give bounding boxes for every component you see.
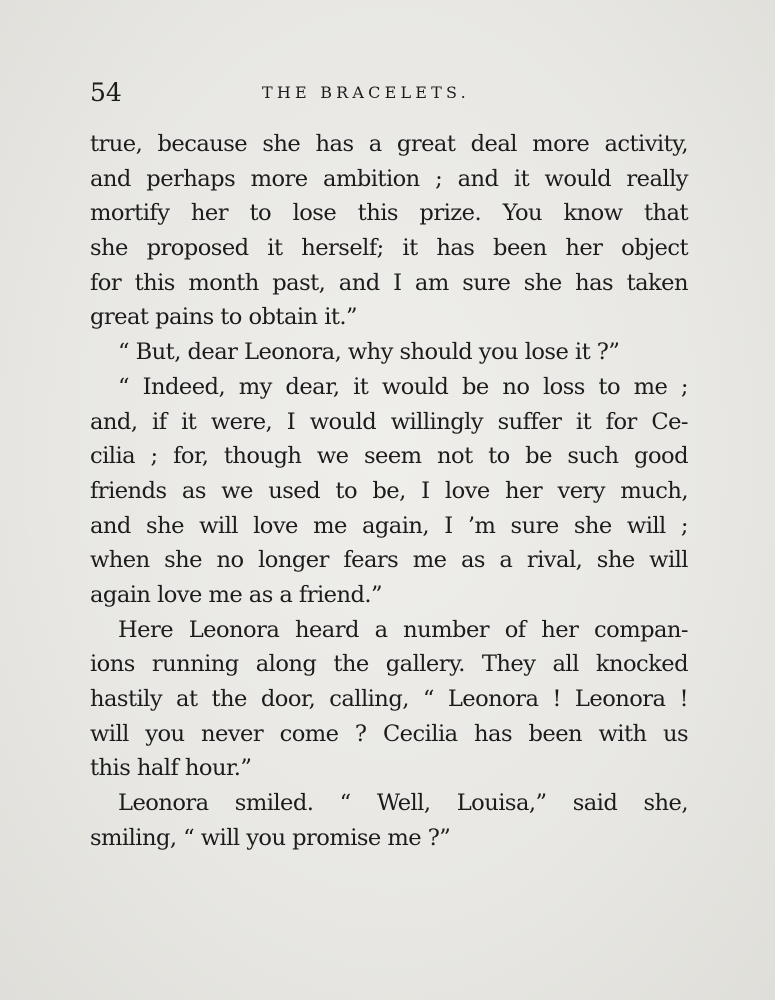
text-line: and, if it were, I would willingly suffer it for Ce- xyxy=(90,408,688,435)
text-line: for this month past, and I am sure she has taken xyxy=(90,269,688,296)
page-number: 54 xyxy=(90,78,122,107)
text-line: and perhaps more ambition ; and it would really xyxy=(90,165,688,192)
text-line: Leonora smiled. “ Well, Louisa,” said she, xyxy=(118,790,688,817)
body-text xyxy=(90,127,688,855)
text-line: ions running along the gallery. They all knocked xyxy=(90,651,688,678)
text-line: mortify her to lose this prize. You know that xyxy=(90,200,688,227)
text-line: cilia ; for, though we seem not to be such good xyxy=(90,443,688,470)
text-line: hastily at the door, calling, “ Leonora ! Leonora ! xyxy=(90,686,688,712)
text-line: great pains to obtain it.” xyxy=(90,304,358,331)
text-line: true, because she has a great deal more activity, xyxy=(90,131,688,157)
text-line: this half hour.” xyxy=(90,755,252,782)
text-line: she proposed it herself; it has been her object xyxy=(90,235,688,262)
text-line: “ Indeed, my dear, it would be no loss to me ; xyxy=(118,373,688,400)
text-line: smiling, “ will you promise me ?” xyxy=(90,824,451,851)
text-line: and she will love me again, I ’m sure she will ; xyxy=(90,512,688,539)
text-line: friends as we used to be, I love her very much, xyxy=(90,477,688,504)
text-line: will you never come ? Cecilia has been with us xyxy=(90,720,688,747)
text-line: again love me as a friend.” xyxy=(90,581,383,608)
text-line: when she no longer fears me as a rival, she will xyxy=(90,547,688,574)
page-header xyxy=(90,78,690,112)
running-head: THE BRACELETS. xyxy=(262,83,470,102)
text-line: “ But, dear Leonora, why should you lose it ?” xyxy=(118,339,620,366)
text-line: Here Leonora heard a number of her compan- xyxy=(118,616,688,643)
